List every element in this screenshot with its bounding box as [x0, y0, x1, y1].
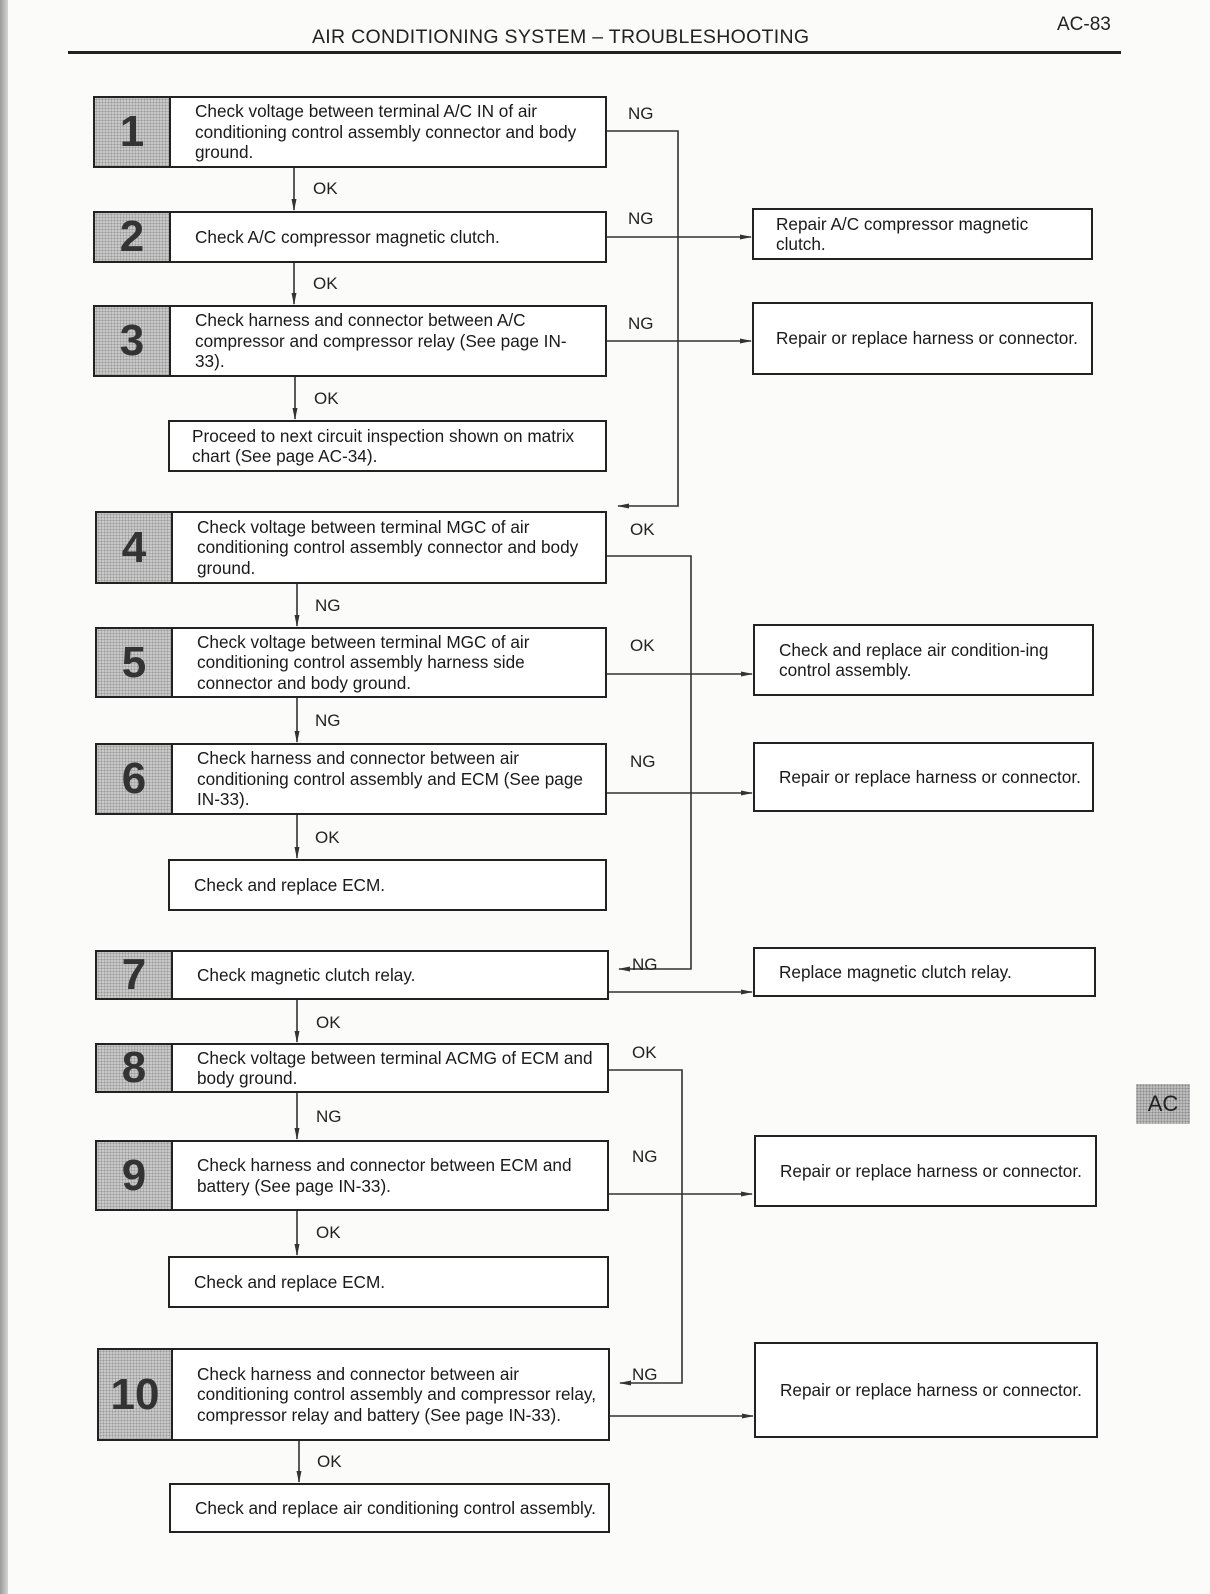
outcome-text: Check and replace air condition-ing control assembly. [779, 639, 1049, 680]
label-ok: OK [632, 1043, 657, 1062]
step-5-box [95, 627, 607, 698]
step-number: 6 [97, 745, 173, 813]
label-ok: OK [315, 828, 340, 847]
step-3-box [93, 305, 607, 377]
outcome-repair-harness-10 [754, 1342, 1098, 1438]
step-text: Check harness and connector between ECM and battery (See page IN-33). [197, 1155, 572, 1196]
label-ng: NG [628, 314, 654, 333]
step-text: Check harness and connector between air conditioning control assembly and compressor relay, compressor relay and battery (See page IN-33). [197, 1363, 597, 1425]
label-ok: OK [317, 1452, 342, 1471]
outcome-repair-harness-3 [752, 302, 1093, 375]
label-ng: NG [628, 209, 654, 228]
step-number: 3 [95, 307, 171, 375]
step-text: Check harness and connector between A/C compressor and compressor relay (See page IN-33). [195, 310, 567, 372]
label-ok: OK [316, 1223, 341, 1242]
label-ok: OK [313, 274, 338, 293]
label-ng: NG [628, 104, 654, 123]
label-ng: NG [316, 1107, 342, 1126]
page-title: AIR CONDITIONING SYSTEM – TROUBLESHOOTING [312, 26, 810, 48]
step-9-box [95, 1140, 609, 1211]
outcome-text: Check and replace ECM. [194, 874, 386, 895]
outcome-text: Proceed to next circuit inspection shown on matrix chart (See page AC-34). [192, 425, 575, 466]
step-10-box [97, 1348, 610, 1441]
label-ok: OK [630, 520, 655, 539]
outcome-text: Repair or replace harness or connector. [779, 766, 1081, 787]
outcome-replace-ac-control-final [169, 1483, 610, 1533]
step-text: Check voltage between terminal A/C IN of air conditioning control assembly connector and body ground. [195, 101, 577, 163]
outcome-repair-harness-9 [754, 1135, 1097, 1207]
step-number: 10 [99, 1350, 173, 1439]
label-ng: NG [630, 752, 656, 771]
outcome-text: Repair or replace harness or connector. [780, 1379, 1082, 1400]
outcome-replace-ac-control-5 [753, 624, 1094, 696]
step-1-box [93, 96, 607, 168]
label-ng: NG [315, 596, 341, 615]
section-tab-ac: AC [1136, 1084, 1190, 1124]
outcome-text: Replace magnetic clutch relay. [779, 961, 1012, 982]
outcome-replace-relay-7 [753, 947, 1096, 997]
step-text: Check voltage between terminal ACMG of ECM and body ground. [197, 1047, 593, 1088]
step-number: 5 [97, 629, 173, 696]
outcome-proceed-matrix [168, 420, 607, 472]
step-7-box [95, 950, 609, 1000]
outcome-text: Repair or replace harness or connector. [780, 1160, 1082, 1181]
outcome-text: Repair A/C compressor magnetic clutch. [776, 213, 1029, 254]
outcome-replace-ecm-1 [168, 859, 607, 911]
outcome-repair-clutch [752, 208, 1093, 260]
label-ng: NG [632, 955, 658, 974]
label-ng: NG [632, 1147, 658, 1166]
outcome-text: Check and replace air conditioning control assembly. [195, 1497, 596, 1518]
step-number: 8 [97, 1045, 173, 1091]
outcome-text: Repair or replace harness or connector. [776, 328, 1078, 349]
label-ng: NG [632, 1365, 658, 1384]
step-6-box [95, 743, 607, 815]
label-ng: NG [315, 711, 341, 730]
step-number: 9 [97, 1142, 173, 1209]
step-text: Check voltage between terminal MGC of air conditioning control assembly connector and body ground. [197, 516, 579, 578]
outcome-replace-ecm-2 [168, 1256, 609, 1308]
label-ok: OK [313, 179, 338, 198]
step-text: Check voltage between terminal MGC of air conditioning control assembly harness side connector and body ground. [197, 631, 530, 693]
label-ok: OK [316, 1013, 341, 1032]
step-text: Check magnetic clutch relay. [197, 964, 416, 985]
step-8-box [95, 1043, 609, 1093]
step-number: 1 [95, 98, 171, 166]
step-4-box [95, 511, 607, 584]
step-number: 4 [97, 513, 173, 582]
page-number: AC-83 [1057, 14, 1111, 35]
step-text: Check A/C compressor magnetic clutch. [195, 226, 500, 247]
step-number: 2 [95, 213, 171, 261]
label-ok: OK [630, 636, 655, 655]
step-2-box [93, 211, 607, 263]
label-ok: OK [314, 389, 339, 408]
step-text: Check harness and connector between air conditioning control assembly and ECM (See page IN-33). [197, 748, 583, 810]
outcome-repair-harness-6 [753, 742, 1094, 812]
outcome-text: Check and replace ECM. [194, 1271, 386, 1292]
bus-8-ok-to-10 [608, 1070, 682, 1383]
step-number: 7 [97, 952, 173, 998]
